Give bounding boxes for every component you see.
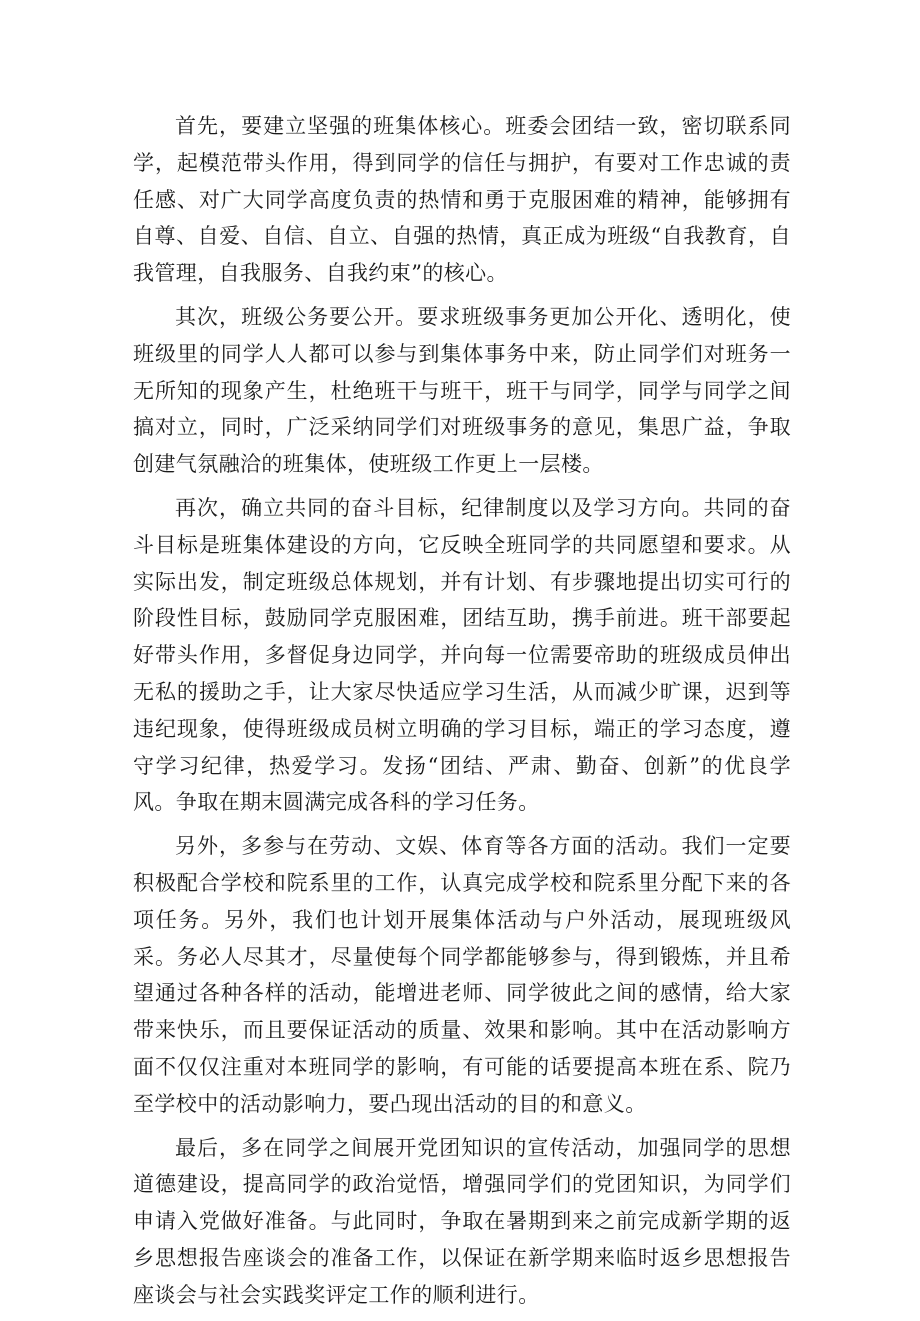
paragraph-public-affairs: 其次，班级公务要公开。要求班级事务更加公开化、透明化，使班级里的同学人人都可以参与到集体事务中来，防止同学们对班务一无所知的现象产生，杜绝班干与班干，班干与同学，同学与同学之间搞对立，同时，广泛采纳同学们对班级事务的意见，集思广益，争取创建气氛融洽的班集体，使班级工作更上一层楼。 <box>133 304 791 477</box>
document-body <box>133 108 791 1321</box>
paragraph-activities: 另外，多参与在劳动、文娱、体育等各方面的活动。我们一定要积极配合学校和院系里的工作，认真完成学校和院系里分配下来的各项任务。另外，我们也计划开展集体活动与户外活动，展现班级风采。务必人尽其才，尽量使每个同学都能够参与，得到锻炼，并且希望通过各种各样的活动，能增进老师、同学彼此之间的感情，给大家带来快乐，而且要保证活动的质量、效果和影响。其中在活动影响方面不仅仅注重对本班同学的影响，有可能的话要提高本班在系、院乃至学校中的活动影响力，要凸现出活动的目的和意义。 <box>133 834 791 1116</box>
paragraph-common-goals: 再次，确立共同的奋斗目标，纪律制度以及学习方向。共同的奋斗目标是班集体建设的方向，它反映全班同学的共同愿望和要求。从实际出发，制定班级总体规划，并有计划、有步骤地提出切实可行的阶段性目标，鼓励同学克服困难，团结互助，携手前进。班干部要起好带头作用，多督促身边同学，并向每一位需要帝助的班级成员伸出无私的援助之手，让大家尽快适应学习生活，从而减少旷课，迟到等违纪现象，使得班级成员树立明确的学习目标，端正的学习态度，遵守学习纪律，热爱学习。发扬“团结、严肃、勤奋、创新”的优良学风。争取在期末圆满完成各科的学习任务。 <box>133 495 791 815</box>
paragraph-core-team: 首先，要建立坚强的班集体核心。班委会团结一致，密切联系同学，起模范带头作用，得到同学的信任与拥护，有要对工作忠诚的责任感、对广大同学高度负责的热情和勇于克服困难的精神，能够拥有自尊、自爱、自信、自立、自强的热情，真正成为班级“自我教育，自我管理，自我服务、自我约束”的核心。 <box>133 114 791 286</box>
paragraph-party-knowledge: 最后，多在同学之间展开党团知识的宣传活动，加强同学的思想道德建设，提高同学的政治觉悟，增强同学们的党团知识，为同学们申请入党做好准备。与此同时，争取在暑期到来之前完成新学期的返乡思想报告座谈会的准备工作，以保证在新学期来临时返乡思想报告座谈会与社会实践奖评定工作的顺利进行。 <box>133 1135 791 1307</box>
